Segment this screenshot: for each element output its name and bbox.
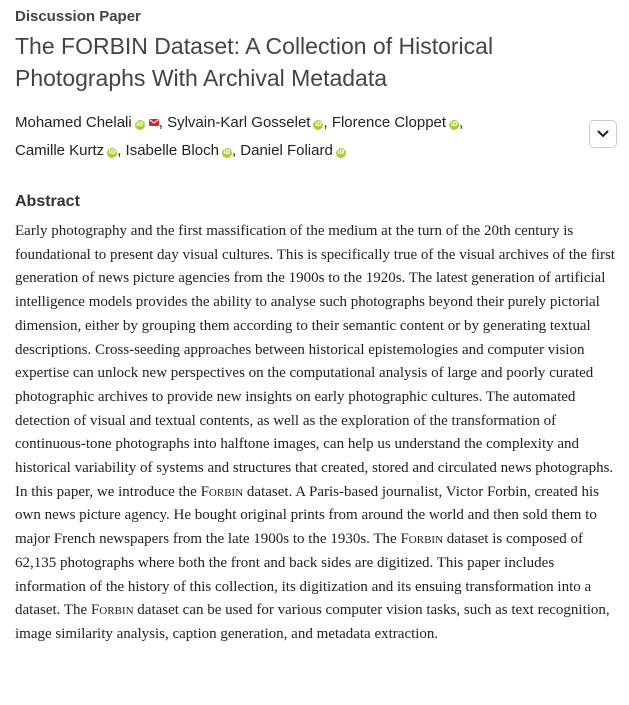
author-separator: ,	[323, 114, 328, 131]
paper-title: The FORBIN Dataset: A Collection of Historical Photographs With Archival Metadata	[15, 33, 494, 91]
dataset-name: Forbin	[400, 531, 444, 548]
expand-authors-button[interactable]	[589, 120, 617, 148]
author-icons	[310, 114, 323, 131]
author-name[interactable]: Mohamed Chelali	[15, 114, 132, 131]
author-separator: ,	[231, 142, 237, 159]
document-type-label: Discussion Paper	[15, 8, 141, 25]
author-name[interactable]: Florence Cloppet	[331, 114, 447, 131]
abstract-text-part: dataset is composed of 62,135 photographs where both the front and back sides are digitized. This paper includes information of the history of this collection, its digitization and its ensuing transformation into a dataset. The	[15, 531, 592, 619]
email-icon[interactable]	[149, 108, 159, 115]
author-separator: ,	[158, 114, 163, 131]
orcid-icon[interactable]: iD	[337, 149, 345, 156]
author-list	[15, 108, 555, 165]
orcid-icon[interactable]: iD	[450, 121, 458, 128]
author-icons	[104, 142, 117, 159]
orcid-icon[interactable]: iD	[108, 149, 116, 156]
orcid-icon[interactable]: iD	[223, 149, 231, 156]
abstract-text-part: Early photography and the first massification of the medium at the turn of the 20th century is foundational to present day visual cultures. This is specifically true of the visual archives of the first generation of news picture agencies from the 1900s to the 1920s. The latest generation of artificial intelligence models provides the ability to analyse such photographs beyond their purely pictorial dimension, either by grouping them according to their semantic content or by generating textual descriptions. Cross-seeding approaches between historical epistemologies and computer vision expertise can unlock new perspectives on the computational analysis of large and poorly curated photographic archives to provide new insights on early photographic cultures. The automated detection of visual and textual contents, as well as the exploration of the transformation of continuous-tone photographs into halftone images, can help us understand the complexity and historical variability of systems and structures that created, stored and circulated news photographs. In this paper, we introduce the	[15, 223, 615, 500]
author-icons	[333, 142, 346, 159]
author-icons	[446, 114, 459, 131]
dataset-name: Forbin	[90, 602, 134, 619]
author-name[interactable]: Isabelle Bloch	[125, 142, 219, 159]
author-name[interactable]: Sylvain-Karl Gosselet	[167, 114, 311, 131]
orcid-icon[interactable]: iD	[314, 121, 322, 128]
author-name[interactable]: Camille Kurtz	[15, 142, 105, 159]
author-separator: ,	[117, 142, 122, 159]
author-icons	[219, 142, 232, 159]
author-name[interactable]: Daniel Foliard	[240, 142, 333, 159]
abstract-text	[15, 220, 617, 647]
chevron-down-icon	[597, 130, 609, 138]
dataset-name: Forbin	[200, 483, 244, 500]
author-separator: ,	[459, 114, 464, 131]
abstract-heading: Abstract	[15, 193, 80, 210]
orcid-icon[interactable]: iD	[136, 121, 144, 128]
author-icons	[132, 114, 159, 131]
abstract-text-part: dataset. A Paris-based journalist, Victor Forbin, created his own news picture agency. He bought original prints from around the world and then sold them to major French newspapers from the late 1900s to the 1930s. The	[15, 483, 600, 548]
abstract-text-part: dataset can be used for various computer vision tasks, such as text recognition, image similarity analysis, caption generation, and metadata extraction.	[15, 602, 610, 642]
